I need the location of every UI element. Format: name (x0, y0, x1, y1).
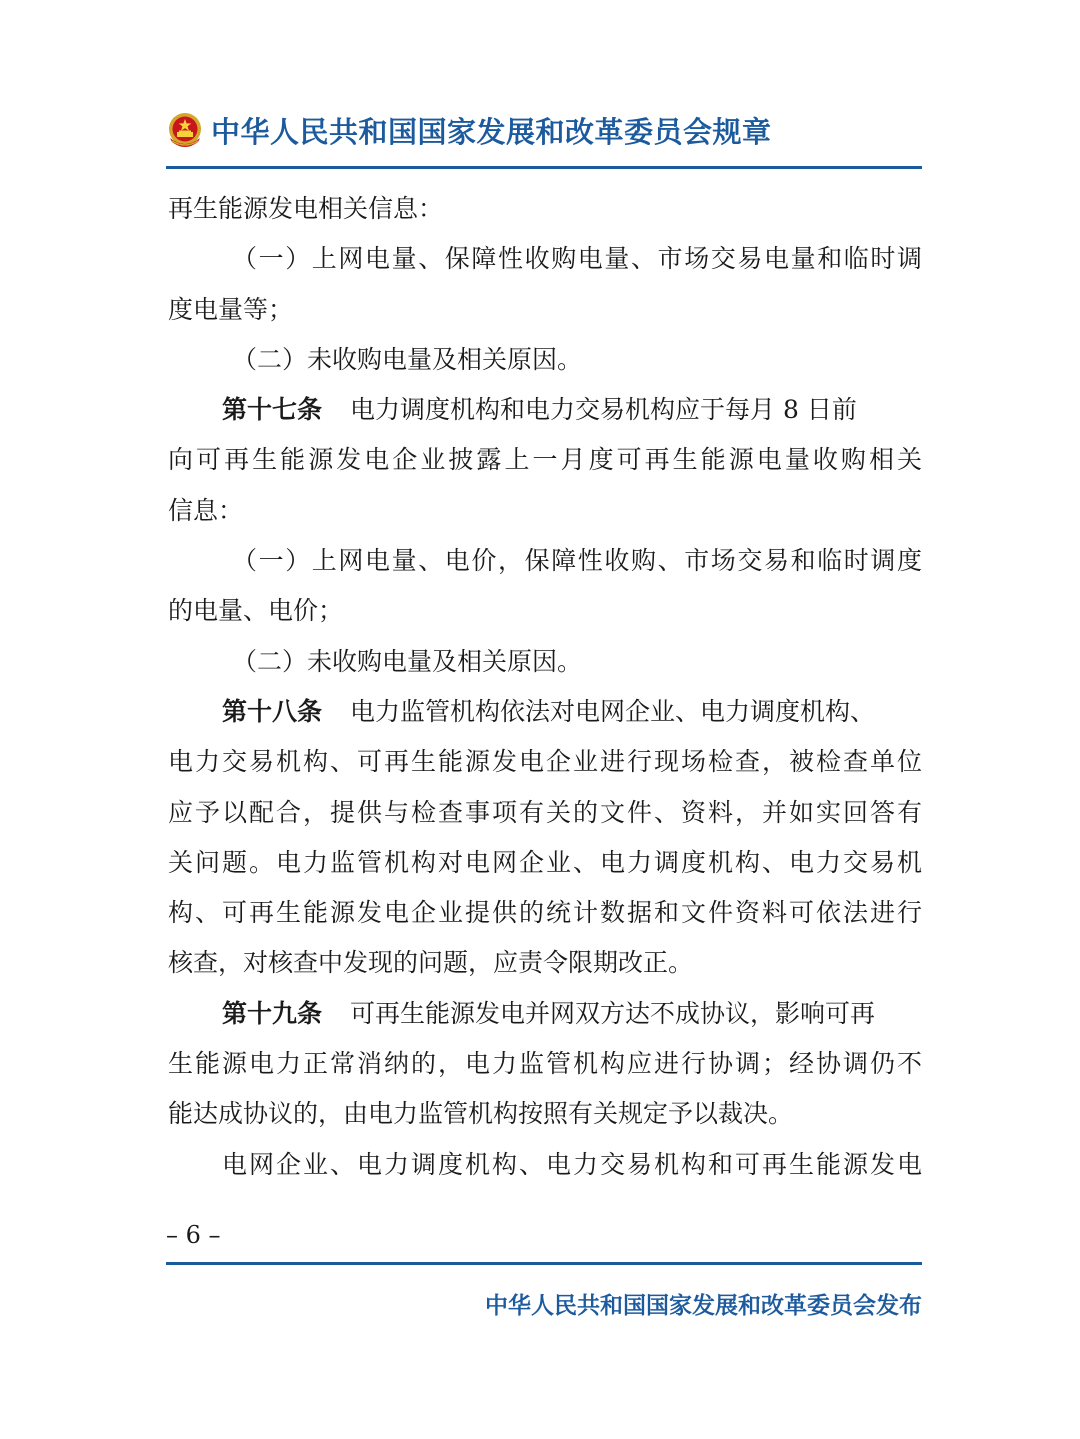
text-line: 核查，对核查中发现的问题，应责令限期改正。 (168, 948, 694, 978)
article-18-line (168, 687, 922, 737)
header-divider (166, 166, 922, 169)
text-line: 的电量、电价； (168, 596, 344, 626)
article-label: 第十九条 (222, 998, 323, 1028)
article-19-line (168, 989, 922, 1039)
text-line: 电网企业、电力调度机构、电力交易机构和可再生能源发电 (222, 1149, 922, 1179)
article-17-line (168, 385, 922, 435)
page-number: – 6 – (166, 1221, 221, 1249)
text-line: 信息： (168, 495, 244, 525)
text-line: 电力交易机构、可再生能源发电企业进行现场检查，被检查单位 (168, 747, 922, 777)
text-line: 关问题。电力监管机构对电网企业、电力调度机构、电力交易机 (168, 847, 922, 877)
article-text: 可再生能源发电并网双方达不成协议，影响可再 (350, 998, 876, 1028)
text-line: （一）上网电量、保障性收购电量、市场交易电量和临时调 (232, 244, 922, 274)
text-line: 度电量等； (168, 294, 294, 324)
page-header (166, 108, 922, 158)
header-title: 中华人民共和国国家发展和改革委员会规章 (211, 115, 772, 149)
text-line: （一）上网电量、电价，保障性收购、市场交易和临时调度 (232, 546, 922, 576)
article-text: 电力监管机构依法对电网企业、电力调度机构、 (350, 696, 876, 726)
text-line: 生能源电力正常消纳的，电力监管机构应进行协调；经协调仍不 (168, 1049, 922, 1079)
text-line: 向可再生能源发电企业披露上一月度可再生能源电量收购相关 (168, 445, 922, 475)
text-line: 构、可再生能源发电企业提供的统计数据和文件资料可依法进行 (168, 898, 922, 928)
footer-publisher: 中华人民共和国国家发展和改革委员会发布 (485, 1293, 922, 1319)
text-line: （二）未收购电量及相关原因。 (232, 646, 583, 676)
national-emblem-icon (166, 112, 204, 152)
article-label: 第十七条 (222, 395, 323, 425)
article-label: 第十八条 (222, 696, 323, 726)
footer-divider (166, 1262, 922, 1265)
document-body (168, 184, 922, 1190)
article-text: 电力调度机构和电力交易机构应于每月 8 日前 (350, 395, 857, 425)
text-line: 能达成协议的，由电力监管机构按照有关规定予以裁决。 (168, 1099, 794, 1129)
text-line: 再生能源发电相关信息： (168, 194, 444, 223)
text-line: 应予以配合，提供与检查事项有关的文件、资料，并如实回答有 (168, 797, 922, 827)
text-line: （二）未收购电量及相关原因。 (232, 344, 583, 374)
